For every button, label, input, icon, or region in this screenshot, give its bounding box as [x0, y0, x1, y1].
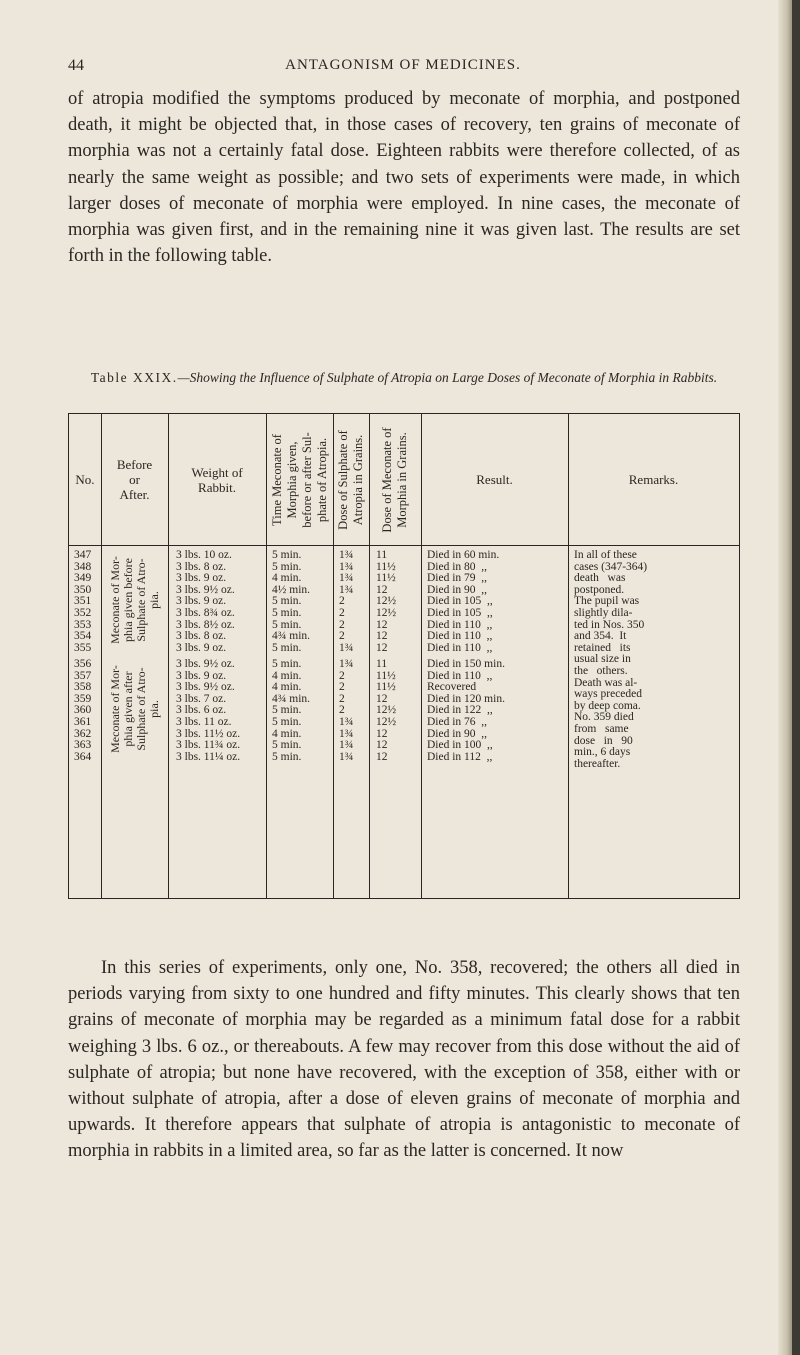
table-cell-result: Died in 150 min. — [427, 658, 505, 670]
col-time-group-1 — [272, 550, 310, 654]
table-cell-atropia: 2 — [339, 630, 345, 643]
table-cell-no: 355 — [74, 641, 92, 654]
table-cell-weight: 3 lbs. 9 oz. — [176, 572, 227, 585]
running-title: ANTAGONISM OF MEDICINES. — [285, 57, 521, 73]
remarks-line: Death was al- — [574, 676, 638, 689]
page-header — [68, 57, 738, 83]
col-time-group-2 — [272, 659, 310, 763]
col-meconate-group-1 — [376, 550, 396, 654]
table-cell-weight: 3 lbs. 9 oz. — [176, 641, 227, 654]
col-atropia-group-1 — [339, 550, 353, 654]
header-meconate-dose — [369, 416, 421, 543]
table-cell-time: 5 min. — [272, 641, 302, 654]
table-cell-atropia: 2 — [339, 704, 345, 717]
table-cell-weight: 3 lbs. 9 oz. — [176, 595, 227, 608]
table-cell-weight: 3 lbs. 11½ oz. — [176, 727, 241, 740]
table-cell-time: 4¾ min. — [272, 630, 311, 643]
table-cell-result: Died in 76 ,, — [427, 715, 488, 728]
table-cell-result: Died in 110 ,, — [427, 669, 493, 682]
remarks-line: min., 6 days — [574, 746, 631, 759]
table-cell-weight: 3 lbs. 9½ oz. — [176, 583, 235, 596]
group-label-line: pia. — [147, 591, 161, 609]
table-cell-meconate: 12 — [376, 727, 388, 740]
table-cell-time: 4¾ min. — [272, 692, 311, 705]
table-cell-no: 362 — [74, 727, 92, 740]
table-cell-result: Died in 60 min. — [427, 549, 500, 561]
table-cell-result: Died in 90 ,, — [427, 727, 488, 740]
table-cell-weight: 3 lbs. 10 oz. — [176, 549, 232, 561]
remarks-line: from same — [574, 722, 629, 735]
header-line: Dose of Sulphate of — [336, 429, 350, 530]
table-cell-atropia: 1¾ — [339, 583, 354, 596]
remarks-line: thereafter. — [574, 757, 621, 770]
table-cell-result: Died in 79 ,, — [427, 572, 488, 585]
table-cell-atropia: 1¾ — [339, 727, 354, 740]
table-cell-meconate: 11½ — [376, 669, 396, 682]
group-label-line: Sulphate of Atro- — [134, 667, 148, 751]
table-cell-meconate: 12½ — [376, 704, 397, 717]
intro-paragraph: of atropia modified the symptoms produced by meconate of morphia, and postponed death, it might be objected that, in those cases of recovery, ten grains of meconate of morphia was not a certainly fatal dose. Eighteen rabbits were therefore collected, of as nearly the same weight as possible; and two sets of experiments were made, in which larger doses of meconate of morphia were employed. In nine cases, the meconate of morphia was given first, and in the remaining nine it was given last. The results are set forth in the following table. — [68, 89, 740, 267]
table-cell-result: Died in 90 ,, — [427, 583, 488, 596]
header-line: After. — [119, 487, 150, 502]
table-cell-meconate: 12 — [376, 750, 388, 763]
table-cell-time: 5 min. — [272, 715, 302, 728]
table-cell-atropia: 1¾ — [339, 641, 354, 654]
table-cell-time: 5 min. — [272, 549, 302, 561]
remarks-line: ways preceded — [574, 688, 643, 701]
group-label-line: Meconate of Mor- — [108, 665, 122, 753]
table-cell-meconate: 12½ — [376, 606, 397, 619]
col-no-group-1 — [74, 550, 91, 654]
table-cell-atropia: 2 — [339, 669, 345, 682]
table-cell-weight: 3 lbs. 11 oz. — [176, 715, 232, 728]
header-line: phate of Atropia. — [314, 437, 329, 522]
remarks-cell — [574, 550, 736, 770]
table-cell-no: 357 — [74, 669, 92, 682]
table-cell-meconate: 11½ — [376, 572, 396, 585]
table-cell-weight: 3 lbs. 8½ oz. — [176, 618, 235, 631]
table-cell-result: Died in 100 ,, — [427, 739, 493, 752]
table-cell-weight: 3 lbs. 6 oz. — [176, 704, 227, 717]
table-cell-time: 5 min. — [272, 704, 302, 717]
table-cell-no: 348 — [74, 560, 92, 573]
col-meconate-group-2 — [376, 659, 396, 763]
header-line: Before — [116, 457, 153, 472]
table-cell-result: Died in 112 ,, — [427, 750, 493, 763]
table-cell-meconate: 12 — [376, 739, 388, 752]
table-cell-weight: 3 lbs. 8 oz. — [176, 560, 227, 573]
table-cell-time: 4 min. — [272, 669, 302, 682]
header-time — [266, 416, 333, 543]
col-atropia-group-2 — [339, 659, 353, 763]
header-line: Rabbit. — [198, 479, 236, 495]
table-cell-no: 363 — [74, 739, 92, 752]
table-cell-atropia: 1¾ — [339, 560, 354, 573]
col-weight-group-1 — [176, 550, 235, 654]
table-cell-meconate: 12 — [376, 618, 388, 631]
col-result-group-2 — [427, 659, 505, 763]
remarks-line: and 354. It — [574, 630, 627, 643]
table-cell-result: Died in 120 min. — [427, 692, 505, 705]
remarks-line: The pupil was — [574, 595, 640, 608]
table-cell-time: 5 min. — [272, 658, 302, 670]
table-cell-result: Died in 105 ,, — [427, 595, 493, 608]
table-cell-atropia: 1¾ — [339, 572, 354, 585]
table-cell-time: 4 min. — [272, 572, 302, 585]
group-label-after — [105, 659, 165, 759]
table-cell-atropia: 2 — [339, 595, 345, 608]
table-cell-no: 351 — [74, 595, 92, 608]
remarks-line: ted in Nos. 350 — [574, 618, 645, 631]
header-result: Result. — [476, 472, 513, 487]
table-cell-no: 360 — [74, 704, 92, 717]
remarks-line: dose in 90 — [574, 734, 633, 747]
header-line: Morphia in Grains. — [395, 431, 409, 528]
table-cell-time: 4 min. — [272, 727, 302, 740]
table-cell-meconate: 12 — [376, 692, 388, 705]
table-cell-no: 349 — [74, 572, 92, 585]
table-cell-atropia: 1¾ — [339, 750, 354, 763]
table-cell-time: 5 min. — [272, 595, 302, 608]
header-weight — [168, 414, 266, 545]
table-cell-meconate: 11 — [376, 658, 388, 670]
table-cell-weight: 3 lbs. 9½ oz. — [176, 681, 235, 694]
page-number: 44 — [68, 57, 84, 74]
group-label-before — [105, 550, 165, 650]
table-cell-meconate: 12½ — [376, 595, 397, 608]
table-cell-weight: 3 lbs. 9 oz. — [176, 669, 227, 682]
remarks-line: slightly dila- — [574, 606, 633, 619]
table-cell-time: 4½ min. — [272, 583, 311, 596]
remarks-line: by deep coma. — [574, 699, 641, 712]
table-cell-no: 361 — [74, 715, 92, 728]
table-cell-meconate: 12 — [376, 641, 388, 654]
table-cell-no: 347 — [74, 549, 92, 561]
table-cell-no: 358 — [74, 681, 92, 694]
group-label-line: pia. — [147, 700, 161, 718]
table-label: Table XXIX. — [90, 370, 178, 385]
table-cell-atropia: 1¾ — [339, 658, 354, 670]
table-caption — [68, 368, 740, 388]
table-cell-time: 5 min. — [272, 560, 302, 573]
table-cell-no: 359 — [74, 692, 92, 705]
book-binding — [792, 0, 800, 1355]
table-cell-result: Died in 105 ,, — [427, 606, 493, 619]
table-cell-no: 354 — [74, 630, 92, 643]
remarks-line: retained its — [574, 641, 631, 654]
table-cell-weight: 3 lbs. 11¼ oz. — [176, 750, 241, 763]
table-cell-atropia: 2 — [339, 618, 345, 631]
table-cell-no: 353 — [74, 618, 92, 631]
header-line: Atropia in Grains. — [351, 434, 365, 525]
header-line: before or after Sul- — [299, 431, 314, 528]
remarks-line: the others. — [574, 664, 628, 677]
group-label-line: Meconate of Mor- — [108, 556, 122, 644]
table-cell-time: 5 min. — [272, 739, 302, 752]
col-no-group-2 — [74, 659, 91, 763]
table-cell-atropia: 2 — [339, 681, 345, 694]
table-cell-atropia: 2 — [339, 692, 345, 705]
table-cell-no: 364 — [74, 750, 92, 763]
col-weight-group-2 — [176, 659, 240, 763]
closing-paragraph: In this series of experiments, only one, No. 358, recovered; the others all died in periods varying from sixty to one hundred and fifty minutes. This clearly shows that ten grains of meconate of morphia may be regarded as a minimum fatal dose for a rabbit weighing 3 lbs. 6 oz., or thereabouts. A few may recover from this dose without the aid of sulphate of atropia; but none have recovered, with the exception of 358, either with or without sulphate of atropia, after a dose of eleven grains of meconate of morphia and upwards. It therefore appears that sulphate of atropia is antagonistic to meconate of morphia in rabbits in a limited area, so far as the latter is concerned. It now — [68, 958, 740, 1162]
table-cell-atropia: 1¾ — [339, 549, 354, 561]
remarks-line: In all of these — [574, 549, 637, 561]
table-cell-weight: 3 lbs. 8 oz. — [176, 630, 227, 643]
header-line: Weight of — [191, 464, 243, 480]
header-line: Morphia given, — [284, 440, 299, 519]
table-caption-text: —Showing the Influence of Sulphate of Atropia on Large Doses of Meconate of Morphia in Rabbits. — [177, 370, 718, 385]
header-line: Time Meconate of — [269, 433, 284, 526]
remarks-line: No. 359 died — [574, 711, 634, 724]
header-before-after — [101, 414, 168, 545]
table-cell-result: Died in 122 ,, — [427, 704, 493, 717]
table-cell-meconate: 12½ — [376, 715, 397, 728]
table-cell-atropia: 1¾ — [339, 739, 354, 752]
table-cell-meconate: 12 — [376, 583, 388, 596]
table-cell-time: 4 min. — [272, 681, 302, 694]
remarks-line: usual size in — [574, 653, 631, 666]
table-cell-time: 5 min. — [272, 750, 302, 763]
header-line: Dose of Meconate of — [380, 426, 394, 533]
table-cell-weight: 3 lbs. 7 oz. — [176, 692, 227, 705]
header-line: or — [129, 472, 140, 487]
table-cell-no: 350 — [74, 583, 92, 596]
table-cell-result: Died in 110 ,, — [427, 630, 493, 643]
group-label-line: Sulphate of Atro- — [134, 558, 148, 642]
data-table — [68, 413, 740, 899]
table-cell-weight: 3 lbs. 8¾ oz. — [176, 606, 235, 619]
table-cell-atropia: 2 — [339, 606, 345, 619]
table-cell-result: Died in 110 ,, — [427, 618, 493, 631]
header-atropia-dose — [333, 416, 369, 543]
col-result-group-1 — [427, 550, 499, 654]
table-cell-result: Died in 80 ,, — [427, 560, 488, 573]
group-label-line: phia given after — [121, 671, 135, 747]
table-cell-weight: 3 lbs. 11¾ oz. — [176, 739, 241, 752]
header-remarks: Remarks. — [628, 472, 679, 487]
table-cell-atropia: 1¾ — [339, 715, 354, 728]
remarks-line: death was — [574, 572, 626, 585]
table-cell-no: 356 — [74, 658, 92, 670]
table-cell-time: 5 min. — [272, 606, 302, 619]
table-cell-meconate: 11½ — [376, 681, 396, 694]
table-cell-result: Died in 110 ,, — [427, 641, 493, 654]
table-cell-meconate: 12 — [376, 630, 388, 643]
remarks-line: cases (347-364) — [574, 560, 648, 573]
table-cell-time: 5 min. — [272, 618, 302, 631]
header-no: No. — [75, 472, 95, 487]
table-cell-result: Recovered — [427, 681, 477, 694]
header-rule — [69, 545, 739, 546]
table-cell-meconate: 11½ — [376, 560, 396, 573]
table-cell-no: 352 — [74, 606, 92, 619]
group-label-line: phia given before — [121, 558, 135, 642]
table-cell-meconate: 11 — [376, 549, 388, 561]
table-cell-weight: 3 lbs. 9½ oz. — [176, 658, 235, 670]
remarks-line: postponed. — [574, 583, 625, 596]
